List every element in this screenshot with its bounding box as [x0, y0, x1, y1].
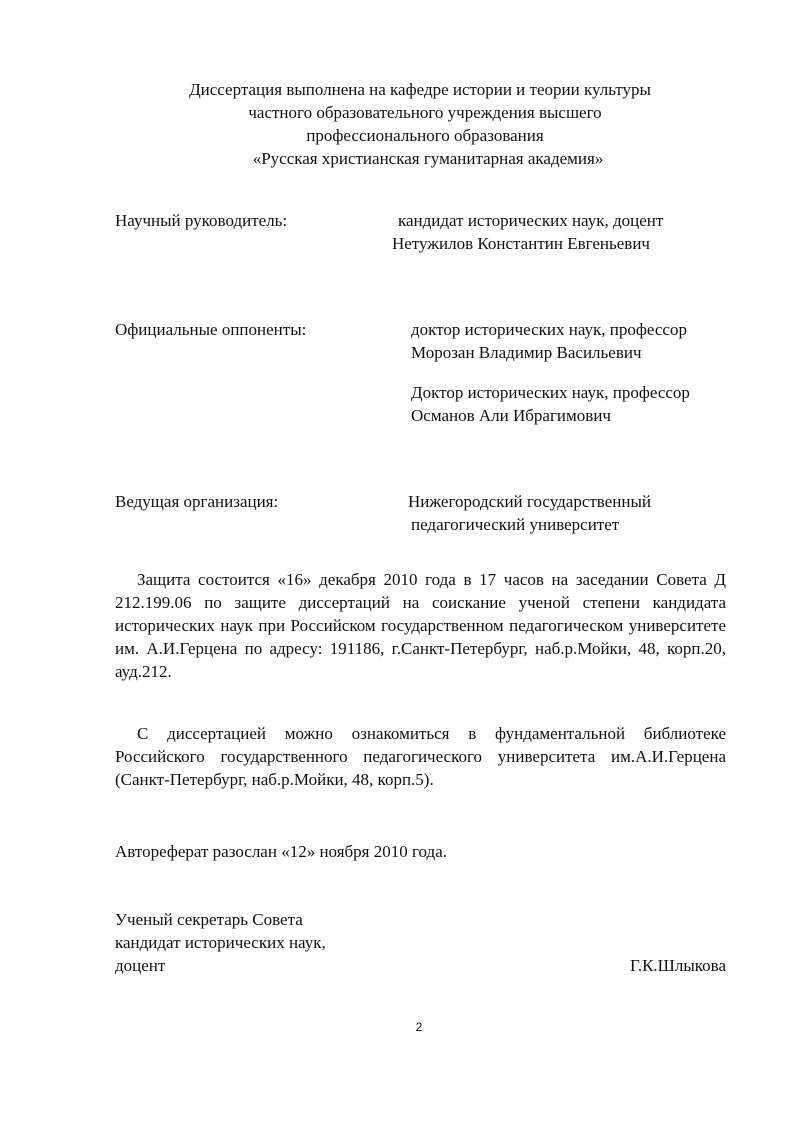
- header-line: Диссертация выполнена на кафедре истории и теории культуры: [189, 80, 651, 99]
- library-paragraph: [115, 722, 726, 791]
- dispatch-line: Автореферат разослан «12» ноября 2010 года.: [115, 842, 448, 861]
- supervisor-name: Нетужилов Константин Евгеньевич: [392, 234, 650, 253]
- defense-text: Защита состоится «16» декабря 2010 года в 17 часов на заседании Совета Д 212.199.06 по защите диссертаций на соискание ученой степени кандидата исторических наук при Российском государственном педагогическом университете им. А.И.Герцена по адресу: 191186, г.Санкт-Петербург, наб.р.Мойки, 48, корп.20, ауд.212.: [115, 570, 726, 681]
- opponents-label: Официальные оппоненты:: [115, 320, 307, 339]
- defense-paragraph: [115, 568, 726, 683]
- lead-organization-value: [408, 490, 651, 536]
- dissertation-header: [100, 78, 740, 170]
- header-line: «Русская христианская гуманитарная академия»: [252, 149, 604, 168]
- lead-organization-label: Ведущая организация:: [115, 492, 279, 511]
- opponent-2-degree: Доктор исторических наук, профессор: [411, 383, 690, 402]
- opponent-2-name: Османов Али Ибрагимович: [411, 406, 611, 425]
- header-line: частного образовательного учреждения высшего: [248, 103, 602, 122]
- secretary-name: Г.К.Шлыкова: [629, 956, 726, 975]
- opponent-1-degree: доктор исторических наук, профессор: [411, 320, 687, 339]
- library-text: С диссертацией можно ознакомиться в фундаментальной библиотеке Российского государственного педагогического университета им.А.И.Герцена (Санкт-Петербург, наб.р.Мойки, 48, корп.5).: [115, 724, 726, 789]
- lead-organization-line: Нижегородский государственный: [408, 492, 651, 511]
- opponent-1: [411, 318, 687, 364]
- secretary-title: Ученый секретарь Совета: [115, 910, 303, 929]
- secretary-degree: кандидат исторических наук,: [115, 933, 326, 952]
- header-line: профессионального образования: [306, 126, 544, 145]
- opponent-1-name: Морозан Владимир Васильевич: [411, 343, 642, 362]
- supervisor-degree: кандидат исторических наук, доцент: [398, 211, 664, 230]
- secretary-rank: доцент: [115, 956, 166, 975]
- supervisor-label: Научный руководитель:: [115, 211, 288, 230]
- secretary-signature-block: [115, 908, 726, 977]
- supervisor-value: [392, 209, 664, 255]
- lead-organization-line: педагогический университет: [411, 515, 620, 534]
- page-number: 2: [415, 1020, 423, 1034]
- opponent-2: [411, 381, 690, 427]
